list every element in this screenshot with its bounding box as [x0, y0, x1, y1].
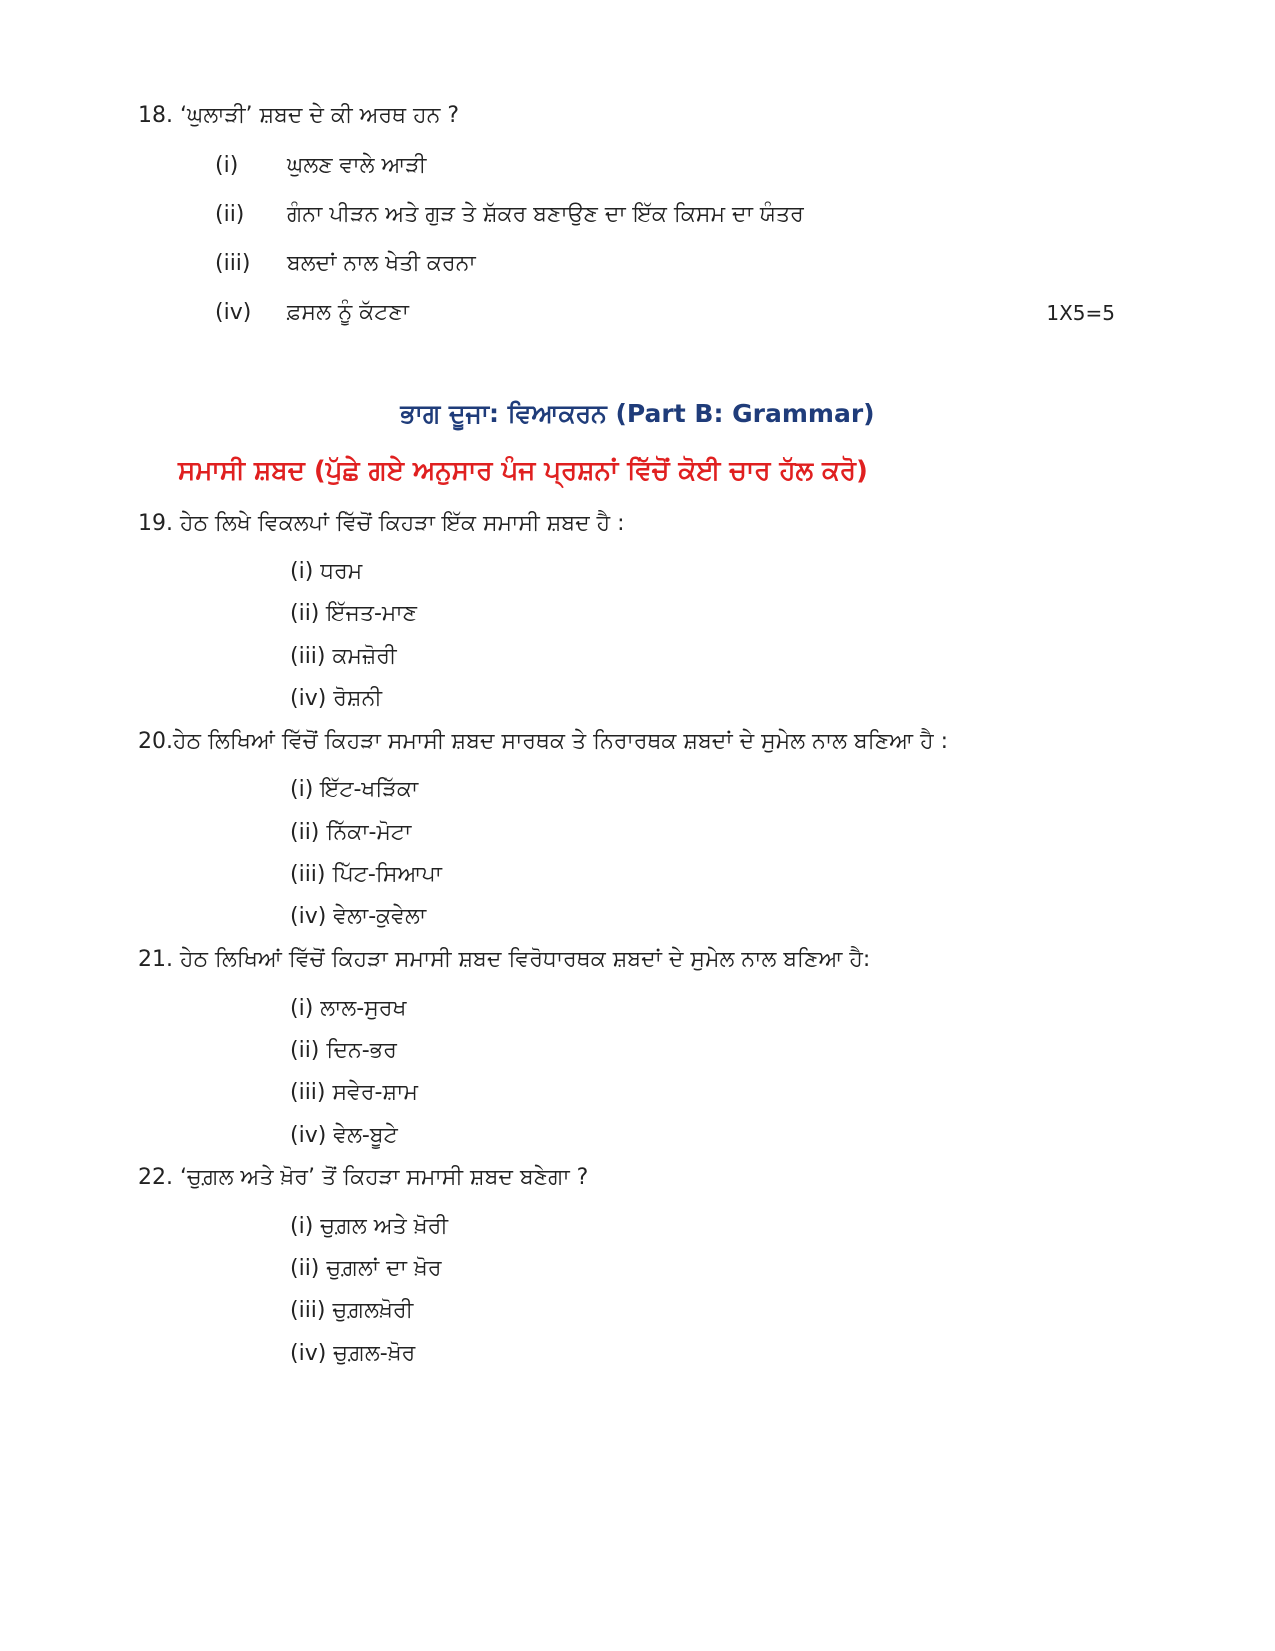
option-number: (i) — [215, 153, 239, 178]
option-text: ਘੁਲਣ ਵਾਲੇ ਆੜੀ — [287, 153, 427, 178]
option-text: ਫ਼ਸਲ ਨੂੰ ਕੱਟਣਾ — [287, 300, 409, 325]
q21-option-2: (ii) ਦਿਨ-ਭਰ — [290, 1038, 397, 1063]
q22-option-4: (iv) ਚੁਗ਼ਲ-ਖ਼ੋਰ — [290, 1341, 416, 1366]
q18-option-2 — [215, 200, 1115, 230]
part-b-heading: ਭਾਗ ਦੂਜਾ: ਵਿਆਕਰਨ (Part B: Grammar) — [400, 399, 875, 428]
q20-option-3: (iii) ਪਿੱਟ-ਸਿਆਪਾ — [290, 862, 442, 887]
q21-option-3: (iii) ਸਵੇਰ-ਸ਼ਾਮ — [290, 1080, 418, 1105]
option-text: ਗੰਨਾ ਪੀੜਨ ਅਤੇ ਗੁੜ ਤੇ ਸ਼ੱਕਰ ਬਣਾਉਣ ਦਾ ਇੱਕ ਕਿਸਮ ਦਾ ਯੰਤਰ — [287, 202, 804, 227]
q19-option-3: (iii) ਕਮਜ਼ੋਰੀ — [290, 644, 397, 669]
section-heading: ਸਮਾਸੀ ਸ਼ਬਦ (ਪੁੱਛੇ ਗਏ ਅਨੁਸਾਰ ਪੰਜ ਪ੍ਰਸ਼ਨਾਂ ਵਿੱਚੋਂ ਕੋਈ ਚਾਰ ਹੱਲ ਕਰੋ) — [178, 456, 868, 486]
q21-option-4: (iv) ਵੇਲ-ਬੂਟੇ — [290, 1123, 398, 1148]
q21-option-1: (i) ਲਾਲ-ਸੁਰਖ — [290, 996, 407, 1021]
question-22: 22. ‘ਚੁਗ਼ਲ ਅਤੇ ਖ਼ੋਰ’ ਤੋਂ ਕਿਹੜਾ ਸਮਾਸੀ ਸ਼ਬਦ ਬਣੇਗਾ ? — [138, 1165, 589, 1190]
question-18: 18. ‘ਘੁਲਾੜੀ’ ਸ਼ਬਦ ਦੇ ਕੀ ਅਰਥ ਹਨ ? — [138, 103, 460, 128]
q22-option-3: (iii) ਚੁਗ਼ਲਖ਼ੋਰੀ — [290, 1298, 414, 1323]
q18-option-3 — [215, 249, 1115, 279]
question-20: 20.ਹੇਠ ਲਿਖਿਆਂ ਵਿੱਚੋਂ ਕਿਹੜਾ ਸਮਾਸੀ ਸ਼ਬਦ ਸਾਰਥਕ ਤੇ ਨਿਰਾਰਥਕ ਸ਼ਬਦਾਂ ਦੇ ਸੁਮੇਲ ਨਾਲ ਬਣਿਆ ਹੈ : — [138, 729, 949, 754]
option-number: (iii) — [215, 251, 251, 276]
q19-option-4: (iv) ਰੋਸ਼ਨੀ — [290, 686, 382, 711]
q20-option-1: (i) ਇੱਟ-ਖੜਿੱਕਾ — [290, 777, 419, 802]
question-21: 21. ਹੇਠ ਲਿਖਿਆਂ ਵਿੱਚੋਂ ਕਿਹੜਾ ਸਮਾਸੀ ਸ਼ਬਦ ਵਿਰੋਧਾਰਥਕ ਸ਼ਬਦਾਂ ਦੇ ਸੁਮੇਲ ਨਾਲ ਬਣਿਆ ਹੈ: — [138, 947, 871, 972]
q22-option-2: (ii) ਚੁਗ਼ਲਾਂ ਦਾ ਖ਼ੋਰ — [290, 1256, 442, 1281]
q20-option-4: (iv) ਵੇਲਾ-ਕੁਵੇਲਾ — [290, 904, 427, 929]
option-number: (iv) — [215, 300, 252, 325]
q19-option-1: (i) ਧਰਮ — [290, 559, 363, 584]
option-text: ਬਲਦਾਂ ਨਾਲ ਖੇਤੀ ਕਰਨਾ — [287, 251, 476, 276]
q18-option-4 — [215, 298, 1115, 328]
question-19: 19. ਹੇਠ ਲਿਖੇ ਵਿਕਲਪਾਂ ਵਿੱਚੋਂ ਕਿਹੜਾ ਇੱਕ ਸਮਾਸੀ ਸ਼ਬਦ ਹੈ : — [138, 511, 625, 536]
option-number: (ii) — [215, 202, 245, 227]
marks-label: 1X5=5 — [1046, 301, 1115, 325]
q18-option-1 — [215, 151, 1115, 181]
q20-option-2: (ii) ਨਿੱਕਾ-ਮੋਟਾ — [290, 820, 412, 845]
q19-option-2: (ii) ਇੱਜਤ-ਮਾਣ — [290, 601, 417, 626]
q22-option-1: (i) ਚੁਗ਼ਲ ਅਤੇ ਖ਼ੋਰੀ — [290, 1214, 448, 1239]
